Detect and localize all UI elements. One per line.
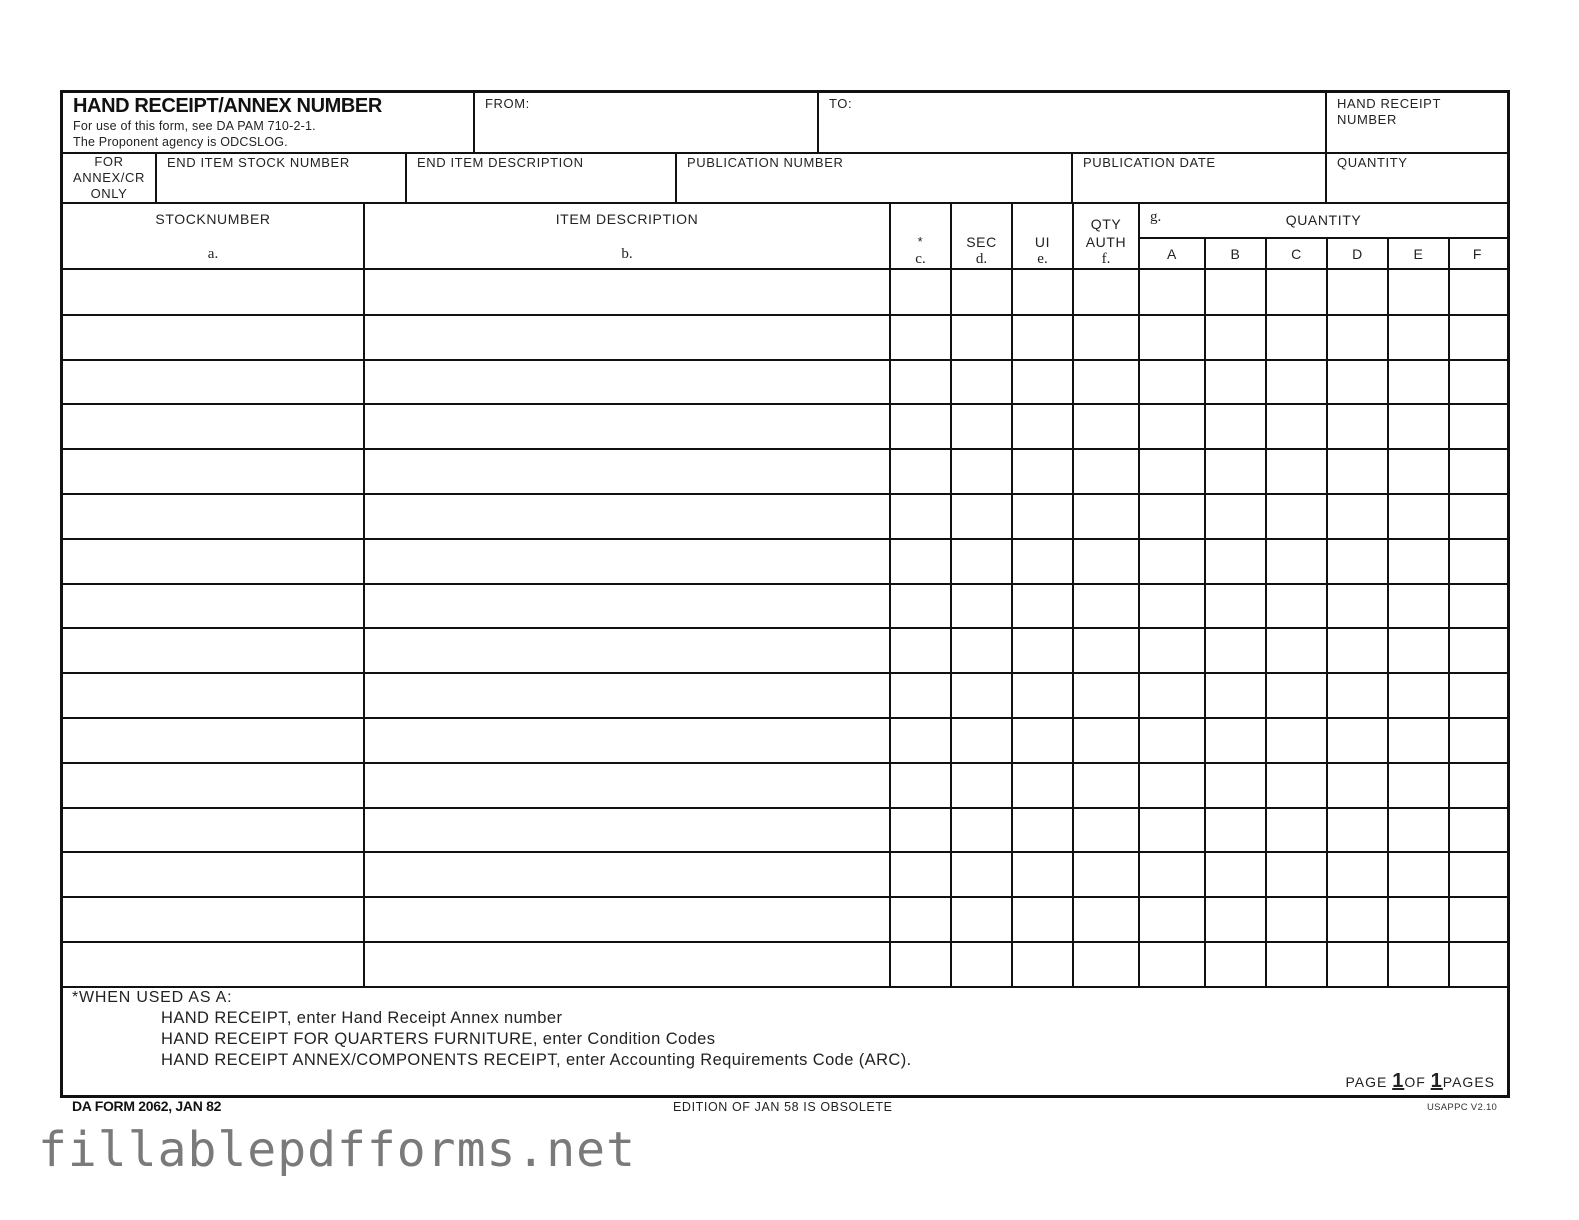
col-header-quantity-a: A	[1167, 246, 1177, 262]
cell-star[interactable]	[891, 317, 950, 357]
cell-item-description[interactable]	[365, 541, 889, 581]
cell-qty-a[interactable]	[1140, 317, 1204, 357]
col-header-quantity: g. QUANTITY	[1150, 209, 1362, 228]
cell-qty-a[interactable]	[1140, 854, 1204, 894]
cell-ui[interactable]	[1013, 362, 1072, 402]
for-annex-label: FOR ANNEX/CR ONLY	[73, 154, 145, 201]
cell-qty-f[interactable]	[1450, 317, 1505, 357]
cell-qty-d[interactable]	[1328, 272, 1387, 312]
cell-qty-e[interactable]	[1389, 944, 1448, 984]
cell-qty-auth[interactable]	[1074, 675, 1138, 715]
cell-qty-f[interactable]	[1450, 541, 1505, 581]
from-field[interactable]	[475, 93, 817, 153]
cell-stock-number[interactable]	[63, 765, 363, 805]
proponent-line: The Proponent agency is ODCSLOG.	[73, 135, 288, 149]
cell-qty-f[interactable]	[1450, 496, 1505, 536]
cell-qty-a[interactable]	[1140, 496, 1204, 536]
cell-qty-b[interactable]	[1206, 496, 1265, 536]
cell-item-description[interactable]	[365, 720, 889, 760]
hand-receipt-number-field[interactable]	[1327, 93, 1507, 153]
cell-qty-auth[interactable]	[1074, 854, 1138, 894]
cell-qty-auth[interactable]	[1074, 765, 1138, 805]
cell-star[interactable]	[891, 720, 950, 760]
form-title: HAND RECEIPT/ANNEX NUMBER	[73, 95, 382, 117]
cell-item-description[interactable]	[365, 586, 889, 626]
cell-qty-c[interactable]	[1267, 765, 1326, 805]
cell-star[interactable]	[891, 586, 950, 626]
version-note: USAPPC V2.10	[1427, 1102, 1498, 1113]
cell-qty-b[interactable]	[1206, 272, 1265, 312]
col-header-quantity-b: B	[1230, 246, 1241, 262]
col-header-qty-auth: QTY AUTH f.	[1085, 216, 1127, 267]
cell-stock-number[interactable]	[63, 675, 363, 715]
cell-qty-b[interactable]	[1206, 765, 1265, 805]
to-field[interactable]	[819, 93, 1325, 153]
cell-ui[interactable]	[1013, 944, 1072, 984]
cell-stock-number[interactable]	[63, 451, 363, 491]
cell-qty-f[interactable]	[1450, 675, 1505, 715]
cell-star[interactable]	[891, 362, 950, 402]
cell-sec[interactable]	[952, 362, 1011, 402]
pages-label: PAGES	[1442, 1074, 1495, 1090]
cell-qty-b[interactable]	[1206, 541, 1265, 581]
cell-qty-a[interactable]	[1140, 944, 1204, 984]
cell-sec[interactable]	[952, 496, 1011, 536]
cell-qty-c[interactable]	[1267, 854, 1326, 894]
cell-ui[interactable]	[1013, 586, 1072, 626]
cell-qty-auth[interactable]	[1074, 272, 1138, 312]
cell-item-description[interactable]	[365, 317, 889, 357]
use-line: For use of this form, see DA PAM 710-2-1.	[73, 119, 316, 133]
watermark: fillablepdfforms.net	[38, 1122, 636, 1178]
cell-qty-c[interactable]	[1267, 451, 1326, 491]
hand-receipt-number-label-2: NUMBER	[1337, 112, 1397, 127]
table-row	[63, 315, 1507, 358]
cell-qty-d[interactable]	[1328, 541, 1387, 581]
cell-item-description[interactable]	[365, 630, 889, 670]
notes-line-1: HAND RECEIPT, enter Hand Receipt Annex number	[161, 1009, 563, 1027]
cell-item-description[interactable]	[365, 765, 889, 805]
cell-qty-a[interactable]	[1140, 720, 1204, 760]
cell-qty-e[interactable]	[1389, 362, 1448, 402]
cell-qty-f[interactable]	[1450, 899, 1505, 939]
col-header-sec: SEC d.	[966, 234, 997, 267]
of-label: OF	[1404, 1074, 1426, 1090]
cell-item-description[interactable]	[365, 362, 889, 402]
cell-qty-d[interactable]	[1328, 944, 1387, 984]
cell-qty-c[interactable]	[1267, 406, 1326, 446]
cell-ui[interactable]	[1013, 765, 1072, 805]
cell-sec[interactable]	[952, 944, 1011, 984]
cell-stock-number[interactable]	[63, 630, 363, 670]
cell-stock-number[interactable]	[63, 586, 363, 626]
cell-qty-auth[interactable]	[1074, 944, 1138, 984]
publication-number-field[interactable]: PUBLICATION NUMBER	[687, 155, 844, 170]
table-row	[63, 270, 1507, 313]
cell-item-description[interactable]	[365, 496, 889, 536]
cell-qty-f[interactable]	[1450, 406, 1505, 446]
notes-block	[63, 987, 1507, 1095]
cell-qty-a[interactable]	[1140, 765, 1204, 805]
table-row	[63, 673, 1507, 716]
cell-qty-f[interactable]	[1450, 854, 1505, 894]
cell-qty-d[interactable]	[1328, 899, 1387, 939]
publication-date-field[interactable]: PUBLICATION DATE	[1083, 155, 1216, 170]
cell-sec[interactable]	[952, 272, 1011, 312]
cell-stock-number[interactable]	[63, 810, 363, 850]
cell-qty-auth[interactable]	[1074, 810, 1138, 850]
cell-ui[interactable]	[1013, 272, 1072, 312]
cell-qty-b[interactable]	[1206, 317, 1265, 357]
table-row	[63, 808, 1507, 851]
table-row	[63, 494, 1507, 537]
cell-item-description[interactable]	[365, 854, 889, 894]
cell-stock-number[interactable]	[63, 944, 363, 984]
edition-note: EDITION OF JAN 58 IS OBSOLETE	[673, 1100, 893, 1114]
cell-sec[interactable]	[952, 720, 1011, 760]
cell-qty-e[interactable]	[1389, 720, 1448, 760]
title-block	[63, 93, 475, 153]
cell-ui[interactable]	[1013, 720, 1072, 760]
cell-qty-b[interactable]	[1206, 810, 1265, 850]
table-row	[63, 852, 1507, 895]
cell-sec[interactable]	[952, 630, 1011, 670]
cell-item-description[interactable]	[365, 406, 889, 446]
cell-qty-d[interactable]	[1328, 317, 1387, 357]
cell-qty-f[interactable]	[1450, 765, 1505, 805]
page-indicator	[1345, 1070, 1495, 1093]
table-row	[63, 628, 1507, 671]
cell-item-description[interactable]	[365, 810, 889, 850]
cell-stock-number[interactable]	[63, 362, 363, 402]
cell-sec[interactable]	[952, 406, 1011, 446]
cell-qty-b[interactable]	[1206, 899, 1265, 939]
cell-qty-e[interactable]	[1389, 854, 1448, 894]
cell-ui[interactable]	[1013, 854, 1072, 894]
cell-ui[interactable]	[1013, 810, 1072, 850]
cell-qty-auth[interactable]	[1074, 362, 1138, 402]
end-item-stock-number-field[interactable]: END ITEM STOCK NUMBER	[167, 155, 350, 170]
cell-item-description[interactable]	[365, 675, 889, 715]
cell-qty-f[interactable]	[1450, 362, 1505, 402]
col-header-quantity-e: E	[1413, 246, 1424, 262]
cell-ui[interactable]	[1013, 899, 1072, 939]
notes-line-2: HAND RECEIPT FOR QUARTERS FURNITURE, enter Condition Codes	[161, 1030, 716, 1048]
table-row	[63, 897, 1507, 940]
annex-quantity-field[interactable]: QUANTITY	[1337, 155, 1408, 170]
cell-stock-number[interactable]	[63, 854, 363, 894]
cell-qty-c[interactable]	[1267, 362, 1326, 402]
to-label: TO:	[829, 96, 853, 111]
cell-qty-c[interactable]	[1267, 586, 1326, 626]
cell-ui[interactable]	[1013, 406, 1072, 446]
cell-ui[interactable]	[1013, 451, 1072, 491]
col-header-star: * c.	[915, 234, 926, 267]
cell-qty-e[interactable]	[1389, 586, 1448, 626]
cell-qty-a[interactable]	[1140, 541, 1204, 581]
cell-qty-auth[interactable]	[1074, 541, 1138, 581]
table-row	[63, 763, 1507, 806]
cell-item-description[interactable]	[365, 944, 889, 984]
cell-qty-e[interactable]	[1389, 899, 1448, 939]
cell-qty-c[interactable]	[1267, 541, 1326, 581]
cell-ui[interactable]	[1013, 541, 1072, 581]
cell-ui[interactable]	[1013, 630, 1072, 670]
cell-qty-d[interactable]	[1328, 586, 1387, 626]
cell-qty-c[interactable]	[1267, 675, 1326, 715]
cell-qty-a[interactable]	[1140, 406, 1204, 446]
cell-qty-d[interactable]	[1328, 406, 1387, 446]
cell-stock-number[interactable]	[63, 899, 363, 939]
from-label: FROM:	[485, 96, 530, 111]
cell-qty-e[interactable]	[1389, 630, 1448, 670]
table-row	[63, 584, 1507, 627]
cell-qty-f[interactable]	[1450, 451, 1505, 491]
page-label: PAGE	[1345, 1074, 1388, 1090]
notes-line-3: HAND RECEIPT ANNEX/COMPONENTS RECEIPT, enter Accounting Requirements Code (ARC).	[161, 1051, 912, 1069]
notes-heading: *WHEN USED AS A:	[72, 989, 233, 1006]
cell-qty-b[interactable]	[1206, 630, 1265, 670]
cell-qty-d[interactable]	[1328, 362, 1387, 402]
cell-sec[interactable]	[952, 899, 1011, 939]
cell-sec[interactable]	[952, 451, 1011, 491]
col-header-quantity-f: F	[1472, 246, 1483, 262]
cell-qty-c[interactable]	[1267, 720, 1326, 760]
cell-item-description[interactable]	[365, 451, 889, 491]
cell-star[interactable]	[891, 944, 950, 984]
cell-star[interactable]	[891, 854, 950, 894]
cell-qty-a[interactable]	[1140, 586, 1204, 626]
cell-qty-b[interactable]	[1206, 586, 1265, 626]
cell-star[interactable]	[891, 541, 950, 581]
cell-sec[interactable]	[952, 317, 1011, 357]
cell-qty-auth[interactable]	[1074, 720, 1138, 760]
cell-sec[interactable]	[952, 586, 1011, 626]
cell-item-description[interactable]	[365, 272, 889, 312]
cell-qty-e[interactable]	[1389, 451, 1448, 491]
table-row	[63, 449, 1507, 492]
cell-ui[interactable]	[1013, 675, 1072, 715]
cell-sec[interactable]	[952, 541, 1011, 581]
col-header-quantity-d: D	[1352, 246, 1363, 262]
cell-qty-a[interactable]	[1140, 630, 1204, 670]
cell-qty-auth[interactable]	[1074, 586, 1138, 626]
cell-qty-b[interactable]	[1206, 451, 1265, 491]
cell-stock-number[interactable]	[63, 720, 363, 760]
cell-qty-e[interactable]	[1389, 317, 1448, 357]
col-header-stock-number: STOCKNUMBER a.	[155, 211, 271, 262]
cell-qty-f[interactable]	[1450, 586, 1505, 626]
col-header-quantity-c: C	[1291, 246, 1302, 262]
cell-sec[interactable]	[952, 675, 1011, 715]
cell-item-description[interactable]	[365, 899, 889, 939]
cell-qty-d[interactable]	[1328, 765, 1387, 805]
page-number[interactable]: 1	[1392, 1070, 1405, 1092]
cell-qty-d[interactable]	[1328, 496, 1387, 536]
cell-qty-e[interactable]	[1389, 810, 1448, 850]
cell-qty-d[interactable]	[1328, 675, 1387, 715]
cell-qty-auth[interactable]	[1074, 451, 1138, 491]
table-row	[63, 539, 1507, 582]
cell-qty-c[interactable]	[1267, 630, 1326, 670]
cell-qty-auth[interactable]	[1074, 406, 1138, 446]
cell-qty-f[interactable]	[1450, 944, 1505, 984]
cell-qty-b[interactable]	[1206, 362, 1265, 402]
cell-qty-a[interactable]	[1140, 810, 1204, 850]
cell-star[interactable]	[891, 675, 950, 715]
hand-receipt-form	[60, 90, 1510, 1098]
cell-qty-d[interactable]	[1328, 451, 1387, 491]
cell-qty-c[interactable]	[1267, 317, 1326, 357]
cell-qty-c[interactable]	[1267, 496, 1326, 536]
cell-ui[interactable]	[1013, 317, 1072, 357]
table-row	[63, 718, 1507, 761]
cell-qty-b[interactable]	[1206, 854, 1265, 894]
cell-stock-number[interactable]	[63, 317, 363, 357]
cell-qty-b[interactable]	[1206, 720, 1265, 760]
cell-qty-d[interactable]	[1328, 630, 1387, 670]
cell-star[interactable]	[891, 899, 950, 939]
cell-qty-a[interactable]	[1140, 362, 1204, 402]
cell-qty-auth[interactable]	[1074, 317, 1138, 357]
cell-stock-number[interactable]	[63, 406, 363, 446]
cell-ui[interactable]	[1013, 496, 1072, 536]
cell-qty-b[interactable]	[1206, 675, 1265, 715]
cell-qty-e[interactable]	[1389, 496, 1448, 536]
cell-stock-number[interactable]	[63, 496, 363, 536]
cell-qty-auth[interactable]	[1074, 630, 1138, 670]
cell-star[interactable]	[891, 406, 950, 446]
cell-sec[interactable]	[952, 854, 1011, 894]
cell-star[interactable]	[891, 272, 950, 312]
col-header-item-description: ITEM DESCRIPTION b.	[555, 211, 699, 262]
cell-qty-d[interactable]	[1328, 810, 1387, 850]
cell-qty-b[interactable]	[1206, 944, 1265, 984]
cell-qty-f[interactable]	[1450, 272, 1505, 312]
cell-star[interactable]	[891, 810, 950, 850]
cell-qty-auth[interactable]	[1074, 496, 1138, 536]
cell-sec[interactable]	[952, 810, 1011, 850]
cell-qty-c[interactable]	[1267, 810, 1326, 850]
cell-qty-c[interactable]	[1267, 272, 1326, 312]
cell-qty-e[interactable]	[1389, 765, 1448, 805]
table-row	[63, 360, 1507, 403]
cell-qty-e[interactable]	[1389, 675, 1448, 715]
cell-qty-c[interactable]	[1267, 944, 1326, 984]
cell-star[interactable]	[891, 765, 950, 805]
cell-sec[interactable]	[952, 765, 1011, 805]
cell-qty-f[interactable]	[1450, 810, 1505, 850]
end-item-description-field[interactable]: END ITEM DESCRIPTION	[417, 155, 584, 170]
cell-qty-c[interactable]	[1267, 899, 1326, 939]
cell-qty-d[interactable]	[1328, 720, 1387, 760]
cell-qty-auth[interactable]	[1074, 899, 1138, 939]
table-row	[63, 942, 1507, 985]
cell-qty-a[interactable]	[1140, 451, 1204, 491]
table-row	[63, 404, 1507, 447]
cell-star[interactable]	[891, 451, 950, 491]
cell-star[interactable]	[891, 496, 950, 536]
form-id: DA FORM 2062, JAN 82	[72, 1098, 222, 1114]
cell-stock-number[interactable]	[63, 541, 363, 581]
cell-qty-d[interactable]	[1328, 854, 1387, 894]
cell-qty-a[interactable]	[1140, 899, 1204, 939]
hand-receipt-number-label-1: HAND RECEIPT	[1337, 96, 1441, 111]
cell-qty-e[interactable]	[1389, 541, 1448, 581]
cell-qty-b[interactable]	[1206, 406, 1265, 446]
cell-stock-number[interactable]	[63, 272, 363, 312]
cell-qty-e[interactable]	[1389, 272, 1448, 312]
cell-qty-f[interactable]	[1450, 630, 1505, 670]
cell-star[interactable]	[891, 630, 950, 670]
cell-qty-e[interactable]	[1389, 406, 1448, 446]
cell-qty-a[interactable]	[1140, 675, 1204, 715]
cell-qty-f[interactable]	[1450, 720, 1505, 760]
total-pages[interactable]: 1	[1430, 1070, 1443, 1092]
col-header-ui: UI e.	[1034, 234, 1051, 267]
cell-qty-a[interactable]	[1140, 272, 1204, 312]
